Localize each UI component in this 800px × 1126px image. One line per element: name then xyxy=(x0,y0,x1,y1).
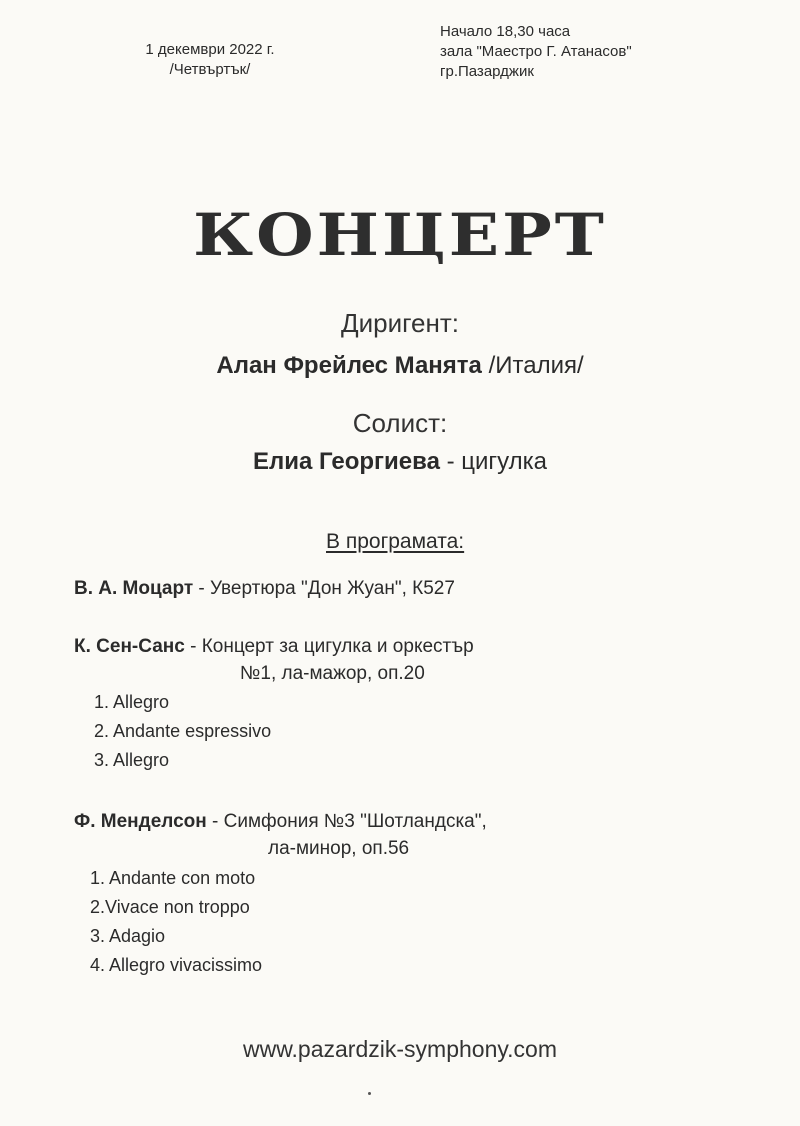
concert-weekday: /Четвъртък/ xyxy=(169,61,251,78)
soloist-role: Солист: xyxy=(352,408,448,438)
movement-item: 3. Allegro xyxy=(94,750,170,770)
movement-item: 1. Allegro xyxy=(94,692,170,712)
conductor-line xyxy=(0,352,800,380)
hall-name: зала "Маестро Г. Атанасов" xyxy=(440,43,632,60)
composer-name: К. Сен-Санс xyxy=(74,636,185,657)
conductor-role: Диригент: xyxy=(341,308,459,338)
website-link[interactable]: www.pazardzik-symphony.com xyxy=(242,1036,557,1062)
movement-item: 3. Adagio xyxy=(90,926,166,946)
program-piece xyxy=(74,575,455,603)
page-title: КОНЦЕРТ xyxy=(193,200,607,270)
concert-date: 1 декември 2022 г. xyxy=(145,41,275,58)
movement-item: 4. Allegro vivacissimo xyxy=(90,955,263,975)
work-title: - Увертюра "Дон Жуан", К527 xyxy=(193,578,455,599)
conductor-country: /Италия/ xyxy=(481,352,584,379)
movement-list xyxy=(94,688,271,775)
program-heading: В програмата: xyxy=(326,530,465,553)
movement-item: 2.Vivace non troppo xyxy=(90,897,250,917)
work-title: - Симфония №3 "Шотландска", xyxy=(206,811,487,832)
date-block xyxy=(110,40,310,80)
start-time: Начало 18,30 часа xyxy=(440,23,571,40)
venue-block xyxy=(440,22,632,82)
soloist-instrument: - цигулка xyxy=(439,448,548,475)
soloist-line xyxy=(0,448,800,476)
program-piece xyxy=(74,808,487,836)
program-piece xyxy=(74,633,474,661)
work-title-continued: ла-минор, оп.56 xyxy=(268,838,410,859)
composer-name: В. А. Моцарт xyxy=(74,578,194,599)
city-name: гр.Пазарджик xyxy=(440,63,534,80)
work-title-continued: №1, ла-мажор, оп.20 xyxy=(240,663,425,684)
work-title: - Концерт за цигулка и оркестър xyxy=(184,636,474,657)
movement-list xyxy=(90,864,262,980)
movement-item: 2. Andante espressivo xyxy=(94,721,272,741)
soloist-name: Елиа Георгиева xyxy=(252,448,440,475)
composer-name: Ф. Менделсон xyxy=(74,811,207,832)
print-speck xyxy=(368,1092,371,1095)
movement-item: 1. Andante con moto xyxy=(90,868,256,888)
conductor-name: Алан Фрейлес Манята xyxy=(216,352,482,379)
